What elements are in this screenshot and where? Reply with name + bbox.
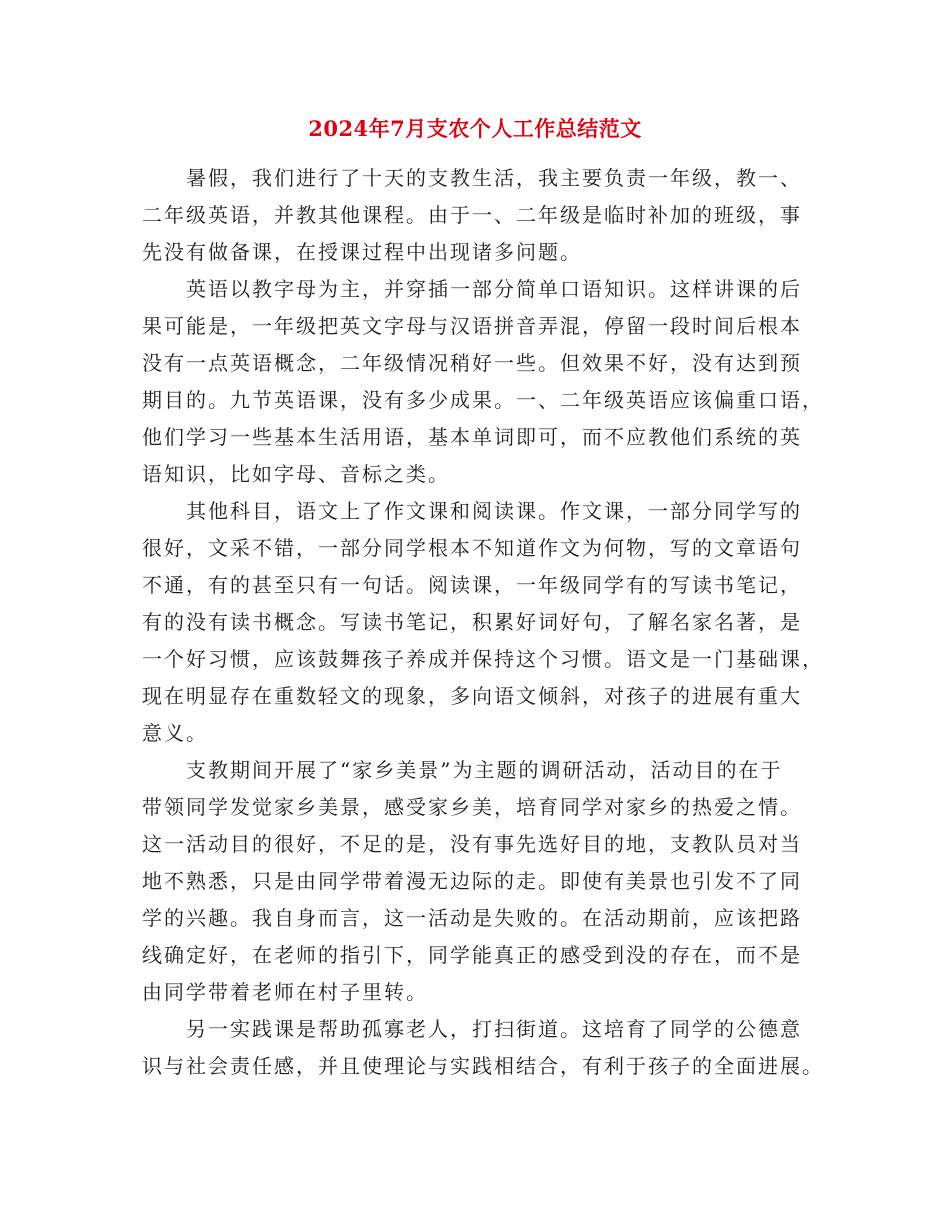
document-body (142, 160, 824, 1085)
paragraph-line: 支教期间开展了“家乡美景”为主题的调研活动，活动目的在于 (186, 758, 783, 782)
paragraph-line: 由同学带着老师在村子里转。 (142, 980, 428, 1004)
paragraph-line: 学的兴趣。我自身而言，这一活动是失败的。在活动期前，应该把路 (142, 906, 802, 930)
paragraph-4 (142, 752, 808, 1011)
paragraph-line: 另一实践课是帮助孤寡老人，打扫街道。这培育了同学的公德意 (186, 1017, 802, 1041)
paragraph-5 (142, 1011, 824, 1085)
paragraph-line: 期目的。九节英语课，没有多少成果。一、二年级英语应该偏重口语， (142, 388, 824, 412)
paragraph-line: 语知识，比如字母、音标之类。 (142, 462, 450, 486)
paragraph-line: 意义。 (142, 721, 208, 745)
paragraph-line: 英语以教字母为主，并穿插一部分简单口语知识。这样讲课的后 (186, 277, 802, 301)
paragraph-line: 先没有做备课，在授课过程中出现诸多问题。 (142, 240, 582, 264)
paragraph-line: 这一活动目的很好，不足的是，没有事先选好目的地，支教队员对当 (142, 832, 802, 856)
paragraph-line: 暑假，我们进行了十天的支教生活，我主要负责一年级，教一、 (186, 166, 802, 190)
paragraph-line: 识与社会责任感，并且使理论与实践相结合，有利于孩子的全面进展。 (142, 1054, 824, 1078)
paragraph-line: 线确定好，在老师的指引下，同学能真正的感受到没的存在，而不是 (142, 943, 802, 967)
paragraph-line: 很好，文采不错，一部分同学根本不知道作文为何物，写的文章语句 (142, 536, 802, 560)
paragraph-line: 果可能是，一年级把英文字母与汉语拼音弄混，停留一段时间后根本 (142, 314, 802, 338)
paragraph-line: 没有一点英语概念，二年级情况稍好一些。但效果不好，没有达到预 (142, 351, 802, 375)
paragraph-line: 地不熟悉，只是由同学带着漫无边际的走。即使有美景也引发不了同 (142, 869, 802, 893)
paragraph-line: 不通，有的甚至只有一句话。阅读课，一年级同学有的写读书笔记， (142, 573, 802, 597)
paragraph-line: 他们学习一些基本生活用语，基本单词即可，而不应教他们系统的英 (142, 425, 802, 449)
document-title: 2024年7月支农个人工作总结范文 (308, 116, 642, 141)
paragraph-line: 带领同学发觉家乡美景，感受家乡美，培育同学对家乡的热爱之情。 (142, 795, 802, 819)
paragraph-line: 有的没有读书概念。写读书笔记，积累好词好句，了解名家名著，是 (142, 610, 802, 634)
paragraph-1 (142, 160, 808, 271)
paragraph-3 (142, 493, 824, 752)
paragraph-line: 二年级英语，并教其他课程。由于一、二年级是临时补加的班级，事 (142, 203, 802, 227)
paragraph-line: 现在明显存在重数轻文的现象，多向语文倾斜，对孩子的进展有重大 (142, 684, 802, 708)
paragraph-line: 一个好习惯，应该鼓舞孩子养成并保持这个习惯。语文是一门基础课， (142, 647, 824, 671)
paragraph-2 (142, 271, 824, 493)
paragraph-line: 其他科目，语文上了作文课和阅读课。作文课，一部分同学写的 (186, 499, 802, 523)
